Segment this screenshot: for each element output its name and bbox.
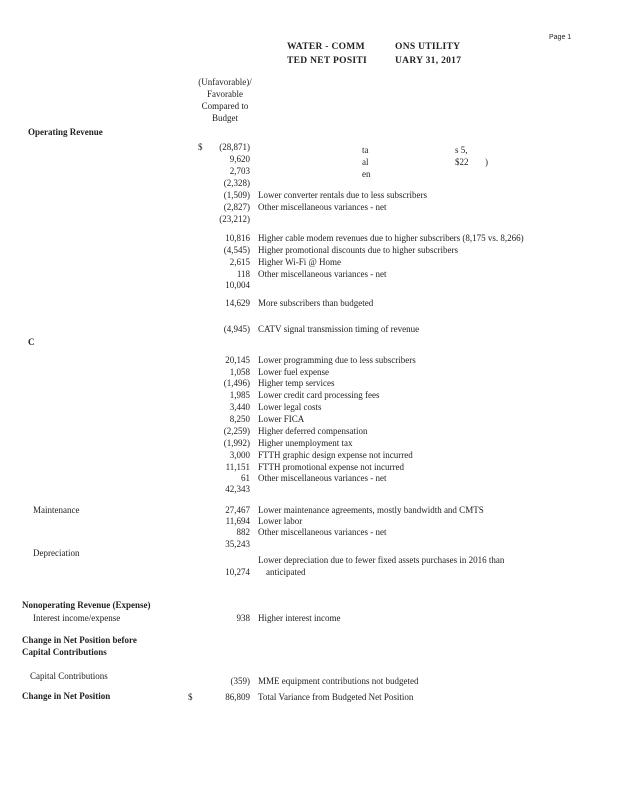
page-number: Page 1 xyxy=(549,34,572,41)
variance-explanation: FTTH graphic design expense not incurred xyxy=(258,450,413,460)
title-line1-left: WATER - COMM xyxy=(287,42,365,52)
variance-value: 10,816 xyxy=(225,233,250,243)
column-header xyxy=(190,76,260,124)
fragment: en xyxy=(362,169,371,179)
variance-explanation: anticipated xyxy=(266,567,306,577)
variance-explanation: Higher interest income xyxy=(258,613,341,623)
fragment: s 5, xyxy=(455,145,468,155)
variance-value: 42,343 xyxy=(225,484,250,494)
variance-explanation: Other miscellaneous variances - net xyxy=(258,527,387,537)
operating-revenue-heading: Operating Revenue xyxy=(28,127,103,137)
variance-explanation: Higher deferred compensation xyxy=(258,426,368,436)
fragment: ) xyxy=(485,157,488,167)
variance-value: (23,212) xyxy=(219,214,250,224)
variance-value: (4,945) xyxy=(223,324,250,334)
variance-value: 27,467 xyxy=(225,505,250,515)
change-before-label-2: Capital Contributions xyxy=(22,647,107,657)
interest-label: Interest income/expense xyxy=(33,613,121,623)
variance-value: 61 xyxy=(241,473,250,483)
currency-symbol: $ xyxy=(198,142,203,152)
title-line1-right: ONS UTILITY xyxy=(395,42,461,52)
variance-explanation: Lower credit card processing fees xyxy=(258,390,380,400)
change-before-label: Change in Net Position before xyxy=(22,635,137,645)
variance-value: 10,274 xyxy=(225,567,250,577)
header-line: (Unfavorable)/ xyxy=(198,77,252,87)
variance-value: 10,004 xyxy=(225,280,250,290)
variance-value: (359) xyxy=(230,676,250,686)
fragment: $22 xyxy=(455,157,469,167)
variance-value: (4,545) xyxy=(223,245,250,255)
variance-explanation: Higher cable modem revenues due to higher subscribers (8,175 vs. 8,266) xyxy=(258,233,524,243)
variance-value: (1,992) xyxy=(223,438,250,448)
header-line: Compared to xyxy=(201,101,249,111)
variance-value: 14,629 xyxy=(225,298,250,308)
variance-value: 938 xyxy=(236,613,250,623)
variance-value: 3,000 xyxy=(229,450,250,460)
variance-explanation: MME equipment contributions not budgeted xyxy=(258,676,419,686)
variance-value: 1,985 xyxy=(229,390,250,400)
variance-value: (28,871) xyxy=(219,142,250,152)
nonoperating-heading: Nonoperating Revenue (Expense) xyxy=(22,600,151,610)
variance-explanation: CATV signal transmission timing of revenue xyxy=(258,324,420,334)
variance-explanation: Higher Wi-Fi @ Home xyxy=(258,257,341,267)
variance-explanation: Lower legal costs xyxy=(258,402,322,412)
variance-value: (1,496) xyxy=(223,378,250,388)
variance-explanation: FTTH promotional expense not incurred xyxy=(258,462,404,472)
title-line2-left: TED NET POSITI xyxy=(287,56,368,66)
depreciation-note: Lower depreciation due to fewer fixed assets purchases in 2016 than xyxy=(258,555,505,565)
variance-value: 35,243 xyxy=(225,539,250,549)
variance-value: 2,703 xyxy=(229,166,250,176)
variance-explanation: Higher promotional discounts due to higher subscribers xyxy=(258,245,458,255)
depreciation-label: Depreciation xyxy=(33,548,80,558)
variance-explanation: Total Variance from Budgeted Net Position xyxy=(258,692,414,702)
title-line2-right: UARY 31, 2017 xyxy=(395,56,462,66)
variance-explanation: Lower converter rentals due to less subscribers xyxy=(258,190,427,200)
maintenance-label: Maintenance xyxy=(33,505,80,515)
variance-explanation: Lower programming due to less subscribers xyxy=(258,355,416,365)
variance-value: 11,694 xyxy=(225,516,250,526)
variance-explanation: Higher unemployment tax xyxy=(258,438,353,448)
variance-value: 9,620 xyxy=(229,154,250,164)
variance-value: 86,809 xyxy=(225,692,250,702)
variance-value: (1,509) xyxy=(223,190,250,200)
currency-symbol: $ xyxy=(188,692,193,702)
variance-value: 118 xyxy=(236,269,250,279)
variance-value: 11,151 xyxy=(225,462,250,472)
variance-value: 882 xyxy=(236,527,250,537)
variance-explanation: Other miscellaneous variances - net xyxy=(258,473,387,483)
variance-value: 8,250 xyxy=(229,414,250,424)
variance-value: 2,615 xyxy=(229,257,250,267)
variance-explanation: Lower fuel expense xyxy=(258,367,329,377)
variance-value: 20,145 xyxy=(225,355,250,365)
variance-value: 3,440 xyxy=(229,402,250,412)
section-label-c: C xyxy=(28,337,35,347)
variance-value: 1,058 xyxy=(229,367,250,377)
variance-explanation: Lower FICA xyxy=(258,414,305,424)
variance-explanation: Other miscellaneous variances - net xyxy=(258,269,387,279)
capital-contributions-label: Capital Contributions xyxy=(30,671,108,681)
fragment: al xyxy=(362,157,369,167)
header-line: Favorable xyxy=(207,89,243,99)
variance-explanation: Other miscellaneous variances - net xyxy=(258,202,387,212)
variance-explanation: Lower labor xyxy=(258,516,303,526)
variance-explanation: More subscribers than budgeted xyxy=(258,298,374,308)
variance-explanation: Lower maintenance agreements, mostly bandwidth and CMTS xyxy=(258,505,484,515)
fragment: ta xyxy=(362,145,369,155)
change-net-position-label: Change in Net Position xyxy=(22,691,111,701)
variance-value: (2,827) xyxy=(223,202,250,212)
variance-explanation: Higher temp services xyxy=(258,378,335,388)
variance-value: (2,259) xyxy=(223,426,250,436)
header-line: Budget xyxy=(212,113,238,123)
variance-value: (2,328) xyxy=(223,178,250,188)
